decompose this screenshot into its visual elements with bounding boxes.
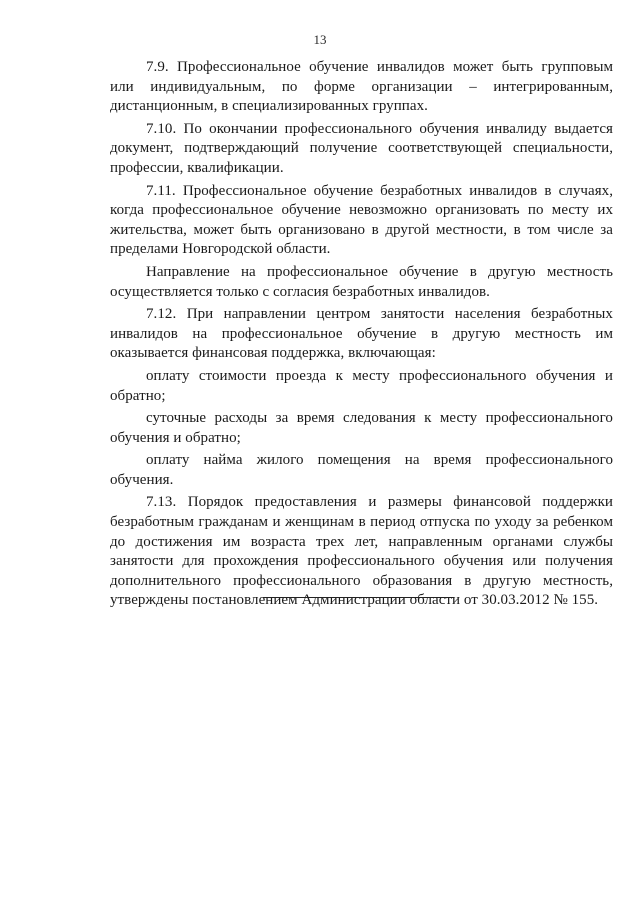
paragraph-7-9: 7.9. Профессиональное обучение инвалидов может быть групповым или индивидуальным, по форме организации – интегрированным, дистанционным, в специализированных группах. bbox=[110, 59, 613, 115]
document-body bbox=[110, 58, 613, 614]
paragraph-travel-cost: оплату стоимости проезда к месту профессионального обучения и обратно; bbox=[110, 367, 613, 404]
paragraph-housing-rent: оплату найма жилого помещения на время профессионального обучения. bbox=[110, 452, 613, 488]
end-separator-line bbox=[263, 597, 454, 598]
page-number: 13 bbox=[313, 32, 327, 47]
paragraph-direction-consent: Направление на профессиональное обучение в другую местность осуществляется только с согласия безработных инвалидов. bbox=[110, 263, 613, 300]
paragraph-7-13: 7.13. Порядок предоставления и размеры финансовой поддержки безработным гражданам и женщинам в период отпуска по уходу за ребенком до достижения им возраста трех лет, направленным органами службы занятости для прохождения профессионального обучения или получения дополнительного профессионального образования в другую местность, утверждены постановлением Администрации области от 30.03.2012 № 155. bbox=[110, 494, 613, 609]
paragraph-7-10: 7.10. По окончании профессионального обучения инвалиду выдается документ, подтверждающий получение соответствующей специальности, профессии, квалификации. bbox=[110, 120, 613, 176]
paragraph-7-12: 7.12. При направлении центром занятости населения безработных инвалидов на профессиональное обучение в другую местность им оказывается финансовая поддержка, включающая: bbox=[110, 306, 613, 362]
paragraph-7-11: 7.11. Профессиональное обучение безработных инвалидов в случаях, когда профессиональное обучение невозможно организовать по месту их жительства, может быть организовано в другой местности, в том числе за пределами Новгородской области. bbox=[110, 182, 613, 258]
paragraph-daily-expenses: суточные расходы за время следования к месту профессионального обучения и обратно; bbox=[110, 410, 613, 446]
